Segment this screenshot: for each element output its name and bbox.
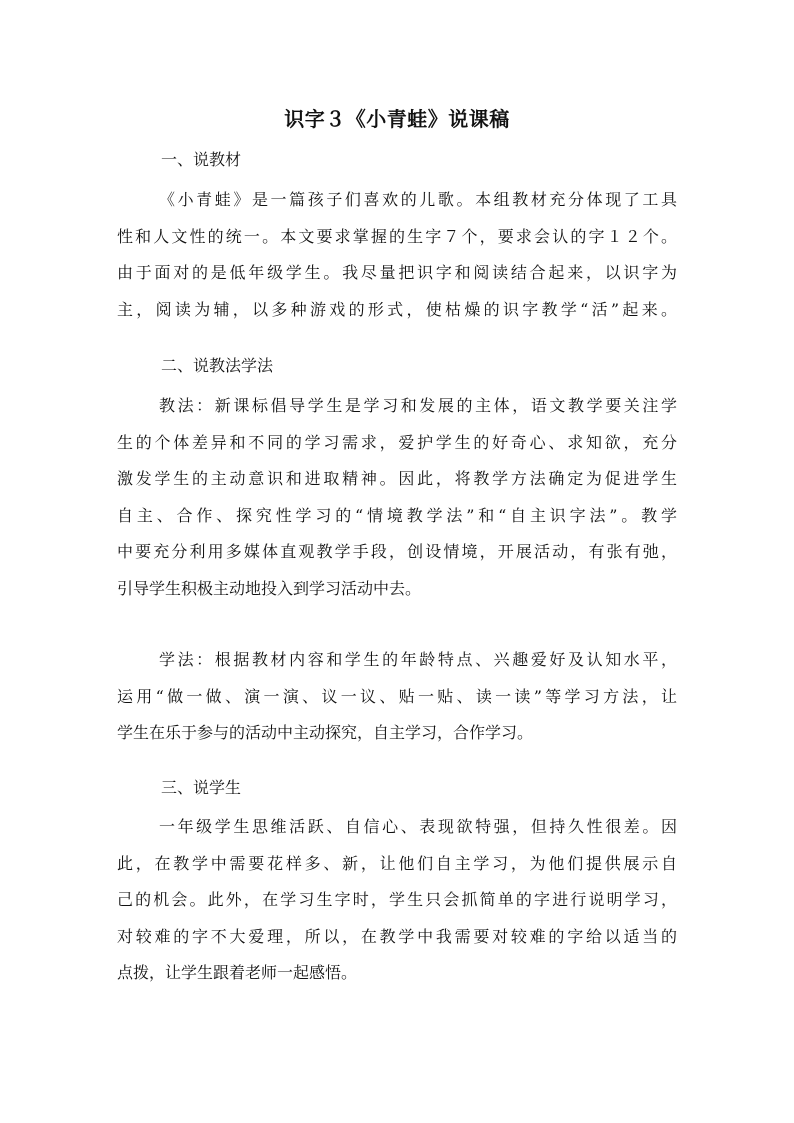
paragraph-line: 由于面对的是低年级学生。我尽量把识字和阅读结合起来，以识字为 [117, 263, 677, 282]
paragraph-line: 主，阅读为辅，以多种游戏的形式，使枯燥的识字教学“活”起来。 [117, 299, 677, 319]
paragraph-line: 一年级学生思维活跃、自信心、表现欲特强，但持久性很差。因 [159, 817, 677, 836]
document-title: 识字３《小青蛙》说课稿 [284, 107, 510, 131]
paragraph-line: 引导学生积极主动地投入到学习活动中去。 [117, 578, 422, 598]
paragraph-line: 中要充分利用多媒体直观教学手段，创设情境，开展活动，有张有弛， [117, 542, 677, 561]
paragraph-line: 点拨，让学生跟着老师一起感悟。 [117, 963, 358, 982]
paragraph-line: 激发学生的主动意识和进取精神。因此，将教学方法确定为促进学生 [117, 469, 677, 488]
paragraph-students [117, 809, 677, 992]
paragraph-line: 对较难的字不大爱理，所以，在教学中我需要对较难的字给以适当的 [117, 926, 677, 946]
paragraph-line: 学法：根据教材内容和学生的年龄特点、兴趣爱好及认知水平， [159, 650, 677, 669]
paragraph-line: 此，在教学中需要花样多、新，让他们自主学习，为他们提供展示自 [117, 853, 677, 873]
paragraph-line: 《小青蛙》是一篇孩子们喜欢的儿歌。本组教材充分体现了工具 [159, 190, 677, 209]
section-heading-students: 三、说学生 [161, 778, 242, 797]
paragraph-line: 教法：新课标倡导学生是学习和发展的主体，语文教学要关注学 [159, 396, 677, 415]
section-heading-textbook: 一、说教材 [161, 150, 242, 169]
section-heading-methods: 二、说教法学法 [161, 356, 274, 375]
paragraph-line: 运用“做一做、演一演、议一议、贴一贴、读一读”等学习方法，让 [117, 686, 677, 706]
paragraph-teaching-method [117, 388, 677, 607]
paragraph-line: 生的个体差异和不同的学习需求，爱护学生的好奇心、求知欲，充分 [117, 432, 677, 452]
paragraph-textbook [117, 182, 677, 328]
paragraph-line: 学生在乐于参与的活动中主动探究，自主学习，合作学习。 [117, 723, 534, 742]
paragraph-learning-method [117, 642, 677, 752]
paragraph-line: 己的机会。此外，在学习生字时，学生只会抓简单的字进行说明学习， [117, 890, 677, 909]
paragraph-line: 自主、合作、探究性学习的“情境教学法”和“自主识字法”。教学 [117, 505, 677, 525]
paragraph-line: 性和人文性的统一。本文要求掌握的生字７个，要求会认的字１２个。 [117, 226, 677, 246]
